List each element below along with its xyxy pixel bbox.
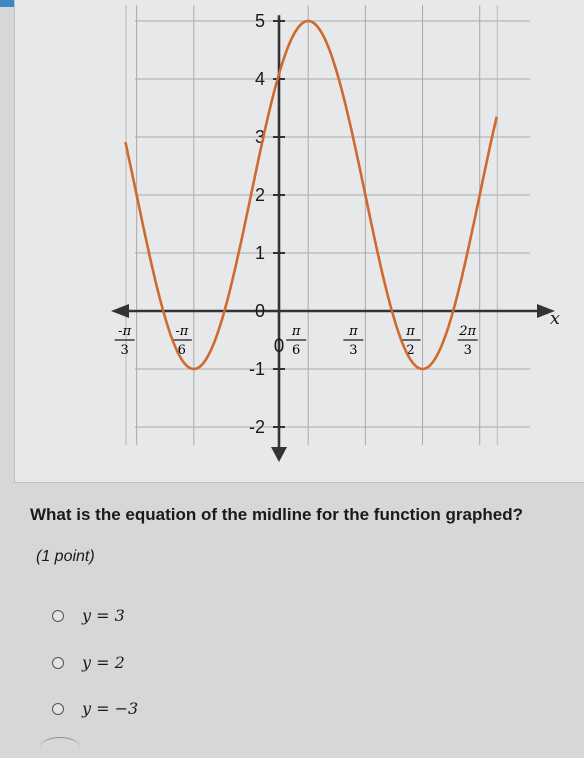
x-axis-left-arrow-icon [111,304,129,318]
option-label: y = −3 [82,699,139,718]
x-tick-label [458,324,478,358]
svg-text:3: 3 [120,343,129,358]
svg-text:6: 6 [292,343,301,358]
question-text: What is the equation of the midline for the function graphed? [30,505,523,524]
radio-button-icon[interactable] [52,703,64,715]
svg-text:3: 3 [349,343,358,358]
y-tick-label: 3 [254,127,265,147]
svg-text:π: π [406,324,415,339]
x-axis-label: x [549,308,561,329]
x-tick-label [343,324,363,358]
x-tick-label: 0 [273,336,285,357]
function-graph [15,0,584,482]
next-item-edge [40,737,80,758]
x-tick-label [115,324,135,358]
y-axis-down-arrow-icon [271,447,287,462]
option-y-equals-2[interactable] [52,653,125,672]
svg-text:6: 6 [177,343,186,358]
y-tick-label: 4 [254,69,265,89]
svg-text:-π: -π [175,324,189,339]
svg-text:2: 2 [406,343,415,358]
svg-text:π: π [291,324,301,339]
y-tick-label: 0 [254,301,265,321]
radio-button-icon[interactable] [52,610,64,622]
radio-button-icon[interactable] [52,657,64,669]
y-tick-label: 2 [254,185,265,205]
graph-panel [14,0,584,483]
svg-text:π: π [349,324,358,339]
option-label: y = 3 [82,606,125,625]
option-y-equals-neg-3[interactable] [52,699,138,718]
y-tick-label: -2 [248,417,265,437]
x-tick-label [401,324,421,358]
svg-text:-π: -π [118,324,132,339]
y-tick-label: -1 [248,359,265,379]
option-label: y = 2 [82,653,125,672]
svg-text:2π: 2π [459,324,477,339]
points-label: (1 point) [36,548,95,565]
svg-text:3: 3 [463,343,472,358]
option-y-equals-3[interactable] [52,606,125,625]
y-tick-label: 1 [254,243,265,263]
y-tick-label: 5 [254,11,265,31]
x-tick-label [172,324,192,358]
x-tick-label [286,324,306,358]
